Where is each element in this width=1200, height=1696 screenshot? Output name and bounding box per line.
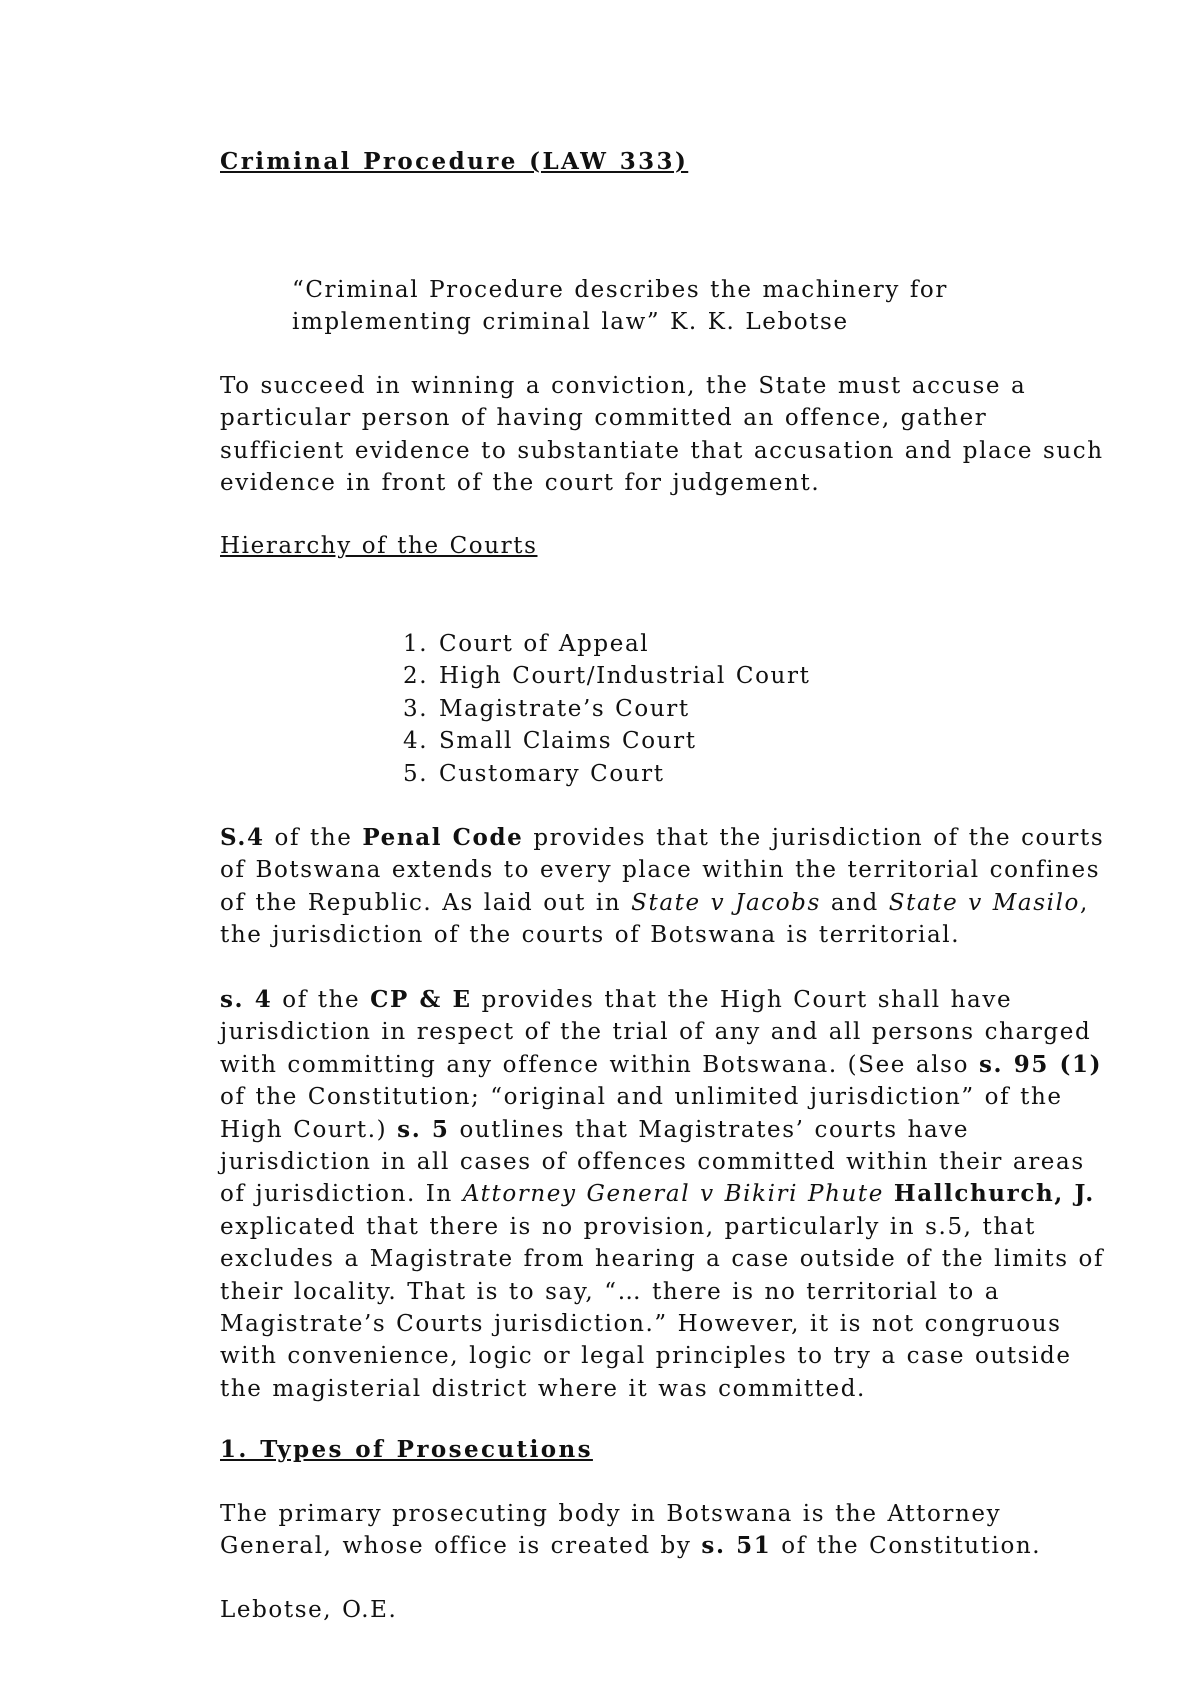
- text-run: of the: [272, 987, 371, 1013]
- text-run: [884, 1181, 894, 1207]
- list-number: 5.: [403, 760, 429, 787]
- list-item: [403, 660, 810, 692]
- section-ref: s. 51: [701, 1532, 772, 1560]
- case-name: State v Masilo: [888, 889, 1081, 916]
- section-ref: s. 4: [220, 986, 273, 1013]
- text-line: [220, 887, 1104, 919]
- types-of-prosecutions-heading: 1. Types of Prosecutions: [220, 1436, 593, 1463]
- intro-paragraph: [220, 370, 1104, 500]
- text-run: ,: [1080, 889, 1089, 916]
- text-run: General, whose office is created by: [220, 1533, 702, 1560]
- text-line: the magisterial district where it was committed.: [220, 1375, 866, 1402]
- section-ref: S.4: [220, 824, 265, 851]
- text-line: [220, 822, 1104, 854]
- court-name: Customary Court: [439, 760, 665, 787]
- judge-name: Hallchurch, J.: [893, 1180, 1095, 1208]
- text-line: The primary prosecuting body in Botswana is the Attorney: [220, 1501, 1002, 1527]
- text-line: [220, 984, 1104, 1016]
- list-item: [403, 725, 810, 757]
- text-line: evidence in front of the court for judgement.: [220, 470, 821, 497]
- list-item: [403, 758, 810, 790]
- quote-line: implementing criminal law” K. K. Lebotse: [292, 309, 849, 336]
- text-line: their locality. That is to say, “… there is no territorial to a: [220, 1278, 1001, 1305]
- hierarchy-heading: Hierarchy of the Courts: [220, 533, 538, 559]
- section-ref: s. 5: [397, 1115, 450, 1143]
- court-name: Small Claims Court: [439, 728, 697, 755]
- author-footer: Lebotse, O.E.: [220, 1597, 398, 1623]
- opening-quote: [292, 274, 948, 339]
- text-run: of jurisdiction. In: [220, 1181, 463, 1208]
- text-line: sufficient evidence to substantiate that accusation and place such: [220, 437, 1104, 464]
- quote-line: “Criminal Procedure describes the machinery for: [292, 277, 948, 303]
- list-number: 1.: [403, 631, 429, 657]
- list-item: [403, 693, 810, 725]
- text-line: the jurisdiction of the courts of Botswana is territorial.: [220, 922, 961, 949]
- text-line: Magistrate’s Courts jurisdiction.” However, it is not congruous: [220, 1311, 1062, 1338]
- text-line: To succeed in winning a conviction, the State must accuse a: [220, 373, 1027, 399]
- text-line: jurisdiction in respect of the trial of any and all persons charged: [220, 1019, 1092, 1046]
- case-name: State v Jacobs: [631, 889, 821, 916]
- list-item: [403, 628, 810, 660]
- penal-code-paragraph: [220, 822, 1104, 952]
- courts-list: [403, 628, 810, 790]
- text-run: provides that the jurisdiction of the courts: [523, 825, 1105, 851]
- text-line: [220, 1530, 1041, 1562]
- statute-name: Penal Code: [362, 824, 524, 851]
- text-line: jurisdiction in all cases of offences committed within their areas: [220, 1149, 1085, 1176]
- case-name: Attorney General v Bikiri Phute: [462, 1181, 884, 1208]
- text-run: with committing any offence within Botswana. (See also: [220, 1051, 979, 1078]
- text-run: and: [820, 889, 889, 916]
- text-line: [220, 1049, 1104, 1081]
- text-line: with convenience, logic or legal principles to try a case outside: [220, 1343, 1072, 1370]
- text-line: of Botswana extends to every place within the territorial confines: [220, 857, 1101, 884]
- court-name: High Court/Industrial Court: [439, 663, 811, 690]
- prosecution-paragraph: [220, 1498, 1041, 1563]
- court-name: Court of Appeal: [439, 631, 650, 657]
- list-number: 2.: [403, 663, 429, 690]
- text-run: provides that the High Court shall have: [471, 987, 1013, 1013]
- text-run: High Court.): [220, 1116, 398, 1143]
- text-line: particular person of having committed an offence, gather: [220, 405, 988, 432]
- text-run: of the Republic. As laid out in: [220, 889, 632, 916]
- text-line: [220, 1114, 1104, 1146]
- court-name: Magistrate’s Court: [439, 695, 690, 722]
- list-number: 4.: [403, 728, 429, 755]
- text-run: of the Constitution.: [771, 1533, 1042, 1560]
- text-line: [220, 1178, 1104, 1210]
- text-run: of the: [264, 825, 363, 851]
- text-line: of the Constitution; “original and unlimited jurisdiction” of the: [220, 1084, 1063, 1111]
- section-ref: s. 95 (1): [978, 1050, 1103, 1078]
- text-line: excludes a Magistrate from hearing a case outside of the limits of: [220, 1246, 1105, 1273]
- text-run: outlines that Magistrates’ courts have: [449, 1116, 970, 1143]
- statute-name: CP & E: [370, 986, 472, 1013]
- cpe-paragraph: [220, 984, 1104, 1405]
- document-title: Criminal Procedure (LAW 333): [220, 148, 689, 175]
- text-line: explicated that there is no provision, particularly in s.5, that: [220, 1213, 1036, 1240]
- list-number: 3.: [403, 695, 429, 722]
